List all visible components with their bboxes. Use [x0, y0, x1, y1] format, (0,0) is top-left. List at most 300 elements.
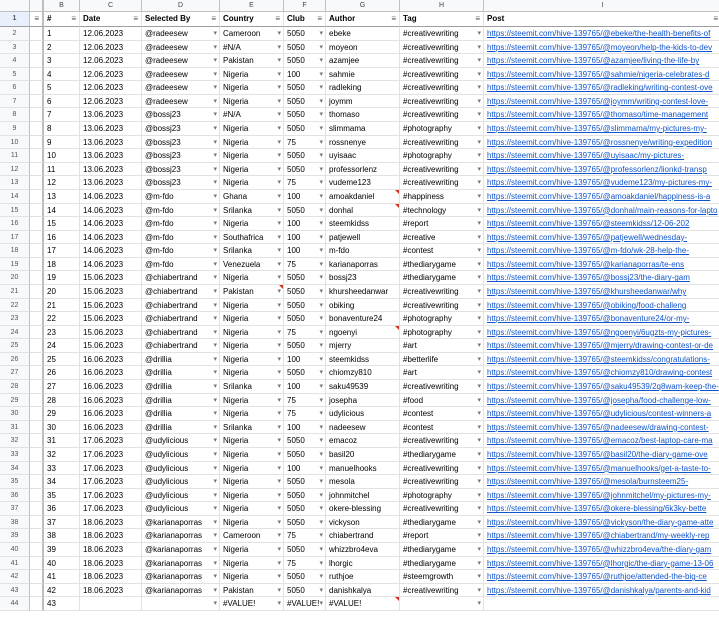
dropdown-arrow-icon[interactable]: ▾ [277, 355, 281, 363]
row-number[interactable] [0, 312, 30, 326]
cell-date[interactable] [80, 95, 142, 109]
row-number[interactable] [0, 68, 30, 82]
cell-date[interactable] [80, 299, 142, 313]
cell-country[interactable] [220, 68, 284, 82]
cell-tag[interactable] [400, 271, 484, 285]
cell-post[interactable] [484, 204, 719, 218]
dropdown-arrow-icon[interactable]: ▾ [319, 505, 323, 513]
cell-club[interactable] [284, 516, 326, 530]
cell-date[interactable] [80, 108, 142, 122]
cell-a[interactable] [30, 462, 44, 476]
cell-selected-by[interactable] [142, 353, 220, 367]
dropdown-arrow-icon[interactable]: ▾ [319, 138, 323, 146]
cell-author[interactable] [326, 204, 400, 218]
cell-selected-by[interactable] [142, 27, 220, 41]
dropdown-arrow-icon[interactable]: ▾ [477, 70, 481, 78]
cell-num[interactable] [44, 68, 80, 82]
dropdown-arrow-icon[interactable]: ▾ [319, 179, 323, 187]
dropdown-arrow-icon[interactable]: ▾ [477, 532, 481, 540]
cell-author[interactable] [326, 326, 400, 340]
cell-a[interactable] [30, 434, 44, 448]
dropdown-arrow-icon[interactable]: ▾ [319, 450, 323, 458]
cell-a[interactable] [30, 326, 44, 340]
dropdown-arrow-icon[interactable]: ▾ [477, 233, 481, 241]
dropdown-arrow-icon[interactable]: ▾ [477, 84, 481, 92]
cell-author[interactable] [326, 502, 400, 516]
dropdown-arrow-icon[interactable]: ▾ [477, 220, 481, 228]
dropdown-arrow-icon[interactable]: ▾ [213, 410, 217, 418]
dropdown-arrow-icon[interactable]: ▾ [213, 383, 217, 391]
dropdown-arrow-icon[interactable]: ▾ [319, 97, 323, 105]
cell-a[interactable] [30, 204, 44, 218]
dropdown-arrow-icon[interactable]: ▾ [277, 247, 281, 255]
dropdown-arrow-icon[interactable]: ▾ [277, 600, 281, 608]
dropdown-arrow-icon[interactable]: ▾ [213, 301, 217, 309]
cell-date[interactable] [80, 217, 142, 231]
cell-club[interactable] [284, 95, 326, 109]
row-number[interactable] [0, 163, 30, 177]
cell-author[interactable] [326, 285, 400, 299]
cell-num[interactable] [44, 149, 80, 163]
cell-post[interactable] [484, 68, 719, 82]
cell-num[interactable] [44, 122, 80, 136]
cell-num[interactable] [44, 394, 80, 408]
cell-post[interactable] [484, 244, 719, 258]
cell-selected-by[interactable] [142, 204, 220, 218]
dropdown-arrow-icon[interactable]: ▾ [277, 532, 281, 540]
filter-icon[interactable]: ≡ [211, 14, 216, 23]
cell-club[interactable] [284, 258, 326, 272]
cell-num[interactable] [44, 204, 80, 218]
cell-tag[interactable] [400, 489, 484, 503]
cell-post[interactable] [484, 339, 719, 353]
cell-date[interactable] [80, 54, 142, 68]
cell-post[interactable] [484, 407, 719, 421]
cell-a[interactable] [30, 95, 44, 109]
row-number[interactable] [0, 489, 30, 503]
cell-author[interactable] [326, 462, 400, 476]
cell-selected-by[interactable] [142, 163, 220, 177]
cell-club[interactable] [284, 529, 326, 543]
row-number[interactable] [0, 326, 30, 340]
dropdown-arrow-icon[interactable]: ▾ [277, 111, 281, 119]
cell-a[interactable] [30, 136, 44, 150]
dropdown-arrow-icon[interactable]: ▾ [319, 355, 323, 363]
header-country[interactable]: Country ≡ [220, 12, 284, 27]
header-post[interactable]: Post ≡ [484, 12, 719, 27]
cell-post[interactable] [484, 108, 719, 122]
cell-club[interactable] [284, 434, 326, 448]
cell-club[interactable] [284, 421, 326, 435]
cell-country[interactable] [220, 81, 284, 95]
dropdown-arrow-icon[interactable]: ▾ [477, 437, 481, 445]
cell-a[interactable] [30, 231, 44, 245]
cell-club[interactable] [284, 163, 326, 177]
cell-num[interactable] [44, 136, 80, 150]
cell-country[interactable] [220, 136, 284, 150]
cell-author[interactable] [326, 54, 400, 68]
dropdown-arrow-icon[interactable]: ▾ [319, 410, 323, 418]
cell-selected-by[interactable] [142, 299, 220, 313]
dropdown-arrow-icon[interactable]: ▾ [319, 206, 323, 214]
cell-num[interactable] [44, 462, 80, 476]
dropdown-arrow-icon[interactable]: ▾ [213, 111, 217, 119]
header-num[interactable]: # ≡ [44, 12, 80, 27]
cell-tag[interactable] [400, 204, 484, 218]
dropdown-arrow-icon[interactable]: ▾ [277, 450, 281, 458]
cell-post[interactable] [484, 448, 719, 462]
cell-date[interactable] [80, 176, 142, 190]
cell-a[interactable] [30, 27, 44, 41]
dropdown-arrow-icon[interactable]: ▾ [319, 342, 323, 350]
row-number[interactable] [0, 597, 30, 611]
cell-a[interactable] [30, 299, 44, 313]
cell-tag[interactable] [400, 407, 484, 421]
cell-tag[interactable] [400, 462, 484, 476]
row-number[interactable] [0, 81, 30, 95]
dropdown-arrow-icon[interactable]: ▾ [477, 274, 481, 282]
cell-selected-by[interactable] [142, 366, 220, 380]
cell-tag[interactable] [400, 54, 484, 68]
cell-selected-by[interactable] [142, 434, 220, 448]
cell-a[interactable] [30, 516, 44, 530]
dropdown-arrow-icon[interactable]: ▾ [277, 152, 281, 160]
dropdown-arrow-icon[interactable]: ▾ [213, 478, 217, 486]
cell-author[interactable] [326, 108, 400, 122]
dropdown-arrow-icon[interactable]: ▾ [213, 586, 217, 594]
cell-date[interactable] [80, 448, 142, 462]
cell-country[interactable] [220, 54, 284, 68]
row-number[interactable] [0, 136, 30, 150]
cell-country[interactable] [220, 584, 284, 598]
cell-country[interactable] [220, 95, 284, 109]
cell-country[interactable] [220, 421, 284, 435]
cell-date[interactable] [80, 312, 142, 326]
cell-country[interactable] [220, 394, 284, 408]
dropdown-arrow-icon[interactable]: ▾ [477, 57, 481, 65]
cell-club[interactable] [284, 108, 326, 122]
cell-a[interactable] [30, 570, 44, 584]
cell-num[interactable] [44, 448, 80, 462]
cell-author[interactable] [326, 448, 400, 462]
cell-tag[interactable] [400, 543, 484, 557]
cell-author[interactable] [326, 122, 400, 136]
column-letter[interactable]: E [220, 0, 284, 12]
cell-a[interactable] [30, 122, 44, 136]
cell-post[interactable] [484, 285, 719, 299]
filter-icon[interactable]: ≡ [475, 14, 480, 23]
filter-icon[interactable]: ≡ [133, 14, 138, 23]
cell-author[interactable] [326, 421, 400, 435]
cell-post[interactable] [484, 366, 719, 380]
cell-date[interactable] [80, 81, 142, 95]
row-number[interactable] [0, 570, 30, 584]
dropdown-arrow-icon[interactable]: ▾ [213, 559, 217, 567]
dropdown-arrow-icon[interactable]: ▾ [319, 247, 323, 255]
cell-country[interactable] [220, 176, 284, 190]
dropdown-arrow-icon[interactable]: ▾ [213, 342, 217, 350]
cell-a[interactable] [30, 489, 44, 503]
cell-selected-by[interactable] [142, 475, 220, 489]
cell-country[interactable] [220, 312, 284, 326]
dropdown-arrow-icon[interactable]: ▾ [477, 179, 481, 187]
cell-num[interactable] [44, 570, 80, 584]
cell-num[interactable] [44, 543, 80, 557]
cell-country[interactable] [220, 27, 284, 41]
cell-club[interactable] [284, 41, 326, 55]
cell-post[interactable] [484, 326, 719, 340]
dropdown-arrow-icon[interactable]: ▾ [213, 30, 217, 37]
dropdown-arrow-icon[interactable]: ▾ [477, 165, 481, 173]
cell-country[interactable] [220, 597, 284, 611]
cell-club[interactable] [284, 543, 326, 557]
filter-icon[interactable]: ≡ [34, 14, 39, 23]
cell-date[interactable] [80, 258, 142, 272]
dropdown-arrow-icon[interactable]: ▾ [319, 301, 323, 309]
column-letter[interactable]: H [400, 0, 484, 12]
dropdown-arrow-icon[interactable]: ▾ [213, 573, 217, 581]
dropdown-arrow-icon[interactable]: ▾ [319, 573, 323, 581]
cell-date[interactable] [80, 326, 142, 340]
cell-club[interactable] [284, 149, 326, 163]
dropdown-arrow-icon[interactable]: ▾ [319, 328, 323, 336]
cell-date[interactable] [80, 244, 142, 258]
row-number[interactable] [0, 258, 30, 272]
cell-tag[interactable] [400, 136, 484, 150]
cell-country[interactable] [220, 41, 284, 55]
dropdown-arrow-icon[interactable]: ▾ [277, 396, 281, 404]
dropdown-arrow-icon[interactable]: ▾ [319, 287, 323, 295]
cell-club[interactable] [284, 27, 326, 41]
dropdown-arrow-icon[interactable]: ▾ [319, 423, 323, 431]
cell-club[interactable] [284, 394, 326, 408]
cell-author[interactable] [326, 475, 400, 489]
cell-post[interactable] [484, 299, 719, 313]
cell-num[interactable] [44, 475, 80, 489]
cell-country[interactable] [220, 529, 284, 543]
cell-club[interactable] [284, 285, 326, 299]
cell-tag[interactable] [400, 95, 484, 109]
dropdown-arrow-icon[interactable]: ▾ [213, 70, 217, 78]
cell-selected-by[interactable] [142, 231, 220, 245]
cell-selected-by[interactable] [142, 258, 220, 272]
dropdown-arrow-icon[interactable]: ▾ [319, 315, 323, 323]
cell-club[interactable] [284, 244, 326, 258]
cell-author[interactable] [326, 489, 400, 503]
cell-date[interactable] [80, 204, 142, 218]
cell-selected-by[interactable] [142, 217, 220, 231]
column-letter[interactable]: I [484, 0, 719, 12]
cell-selected-by[interactable] [142, 407, 220, 421]
row-number[interactable] [0, 434, 30, 448]
dropdown-arrow-icon[interactable]: ▾ [213, 532, 217, 540]
cell-date[interactable] [80, 597, 142, 611]
cell-post[interactable] [484, 353, 719, 367]
cell-post[interactable] [484, 258, 719, 272]
cell-club[interactable] [284, 448, 326, 462]
cell-author[interactable] [326, 231, 400, 245]
cell-a[interactable] [30, 339, 44, 353]
cell-date[interactable] [80, 543, 142, 557]
header-club[interactable]: Club ≡ [284, 12, 326, 27]
cell-date[interactable] [80, 434, 142, 448]
dropdown-arrow-icon[interactable]: ▾ [319, 586, 323, 594]
cell-a[interactable] [30, 163, 44, 177]
cell-a[interactable] [30, 353, 44, 367]
cell-date[interactable] [80, 136, 142, 150]
cell-country[interactable] [220, 366, 284, 380]
cell-num[interactable] [44, 312, 80, 326]
cell-author[interactable] [326, 394, 400, 408]
cell-author[interactable] [326, 597, 400, 611]
cell-author[interactable] [326, 366, 400, 380]
cell-author[interactable] [326, 353, 400, 367]
dropdown-arrow-icon[interactable]: ▾ [277, 464, 281, 472]
row-number[interactable] [0, 366, 30, 380]
dropdown-arrow-icon[interactable]: ▾ [277, 301, 281, 309]
row-number[interactable] [0, 244, 30, 258]
row-number[interactable] [0, 339, 30, 353]
cell-a[interactable] [30, 597, 44, 611]
dropdown-arrow-icon[interactable]: ▾ [477, 369, 481, 377]
cell-tag[interactable] [400, 557, 484, 571]
dropdown-arrow-icon[interactable]: ▾ [277, 165, 281, 173]
cell-post[interactable] [484, 394, 719, 408]
row-number[interactable] [0, 176, 30, 190]
cell-date[interactable] [80, 366, 142, 380]
cell-a[interactable] [30, 68, 44, 82]
cell-post[interactable] [484, 502, 719, 516]
row-number[interactable] [0, 231, 30, 245]
dropdown-arrow-icon[interactable]: ▾ [277, 220, 281, 228]
cell-tag[interactable] [400, 108, 484, 122]
cell-num[interactable] [44, 95, 80, 109]
dropdown-arrow-icon[interactable]: ▾ [277, 491, 281, 499]
cell-club[interactable] [284, 204, 326, 218]
cell-date[interactable] [80, 41, 142, 55]
cell-num[interactable] [44, 41, 80, 55]
cell-author[interactable] [326, 312, 400, 326]
dropdown-arrow-icon[interactable]: ▾ [477, 97, 481, 105]
dropdown-arrow-icon[interactable]: ▾ [477, 30, 481, 37]
dropdown-arrow-icon[interactable]: ▾ [277, 138, 281, 146]
header-selected-by[interactable]: Selected By ≡ [142, 12, 220, 27]
dropdown-arrow-icon[interactable]: ▾ [319, 43, 323, 51]
cell-author[interactable] [326, 217, 400, 231]
cell-club[interactable] [284, 136, 326, 150]
cell-num[interactable] [44, 258, 80, 272]
cell-date[interactable] [80, 27, 142, 41]
dropdown-arrow-icon[interactable]: ▾ [477, 491, 481, 499]
cell-tag[interactable] [400, 190, 484, 204]
row-number[interactable] [0, 204, 30, 218]
cell-tag[interactable] [400, 163, 484, 177]
dropdown-arrow-icon[interactable]: ▾ [213, 97, 217, 105]
cell-club[interactable] [284, 326, 326, 340]
row-number[interactable] [0, 475, 30, 489]
cell-tag[interactable] [400, 176, 484, 190]
cell-country[interactable] [220, 557, 284, 571]
cell-post[interactable] [484, 122, 719, 136]
dropdown-arrow-icon[interactable]: ▾ [277, 84, 281, 92]
dropdown-arrow-icon[interactable]: ▾ [477, 464, 481, 472]
cell-post[interactable] [484, 557, 719, 571]
cell-club[interactable] [284, 557, 326, 571]
row-number[interactable] [0, 122, 30, 136]
cell-a[interactable] [30, 448, 44, 462]
cell-selected-by[interactable] [142, 41, 220, 55]
row-number[interactable] [0, 54, 30, 68]
cell-country[interactable] [220, 462, 284, 476]
comment-marker-icon[interactable] [395, 597, 399, 601]
cell-num[interactable] [44, 529, 80, 543]
cell-date[interactable] [80, 421, 142, 435]
dropdown-arrow-icon[interactable]: ▾ [477, 111, 481, 119]
dropdown-arrow-icon[interactable]: ▾ [277, 274, 281, 282]
cell-num[interactable] [44, 353, 80, 367]
cell-selected-by[interactable] [142, 543, 220, 557]
cell-post[interactable] [484, 475, 719, 489]
cell-num[interactable] [44, 163, 80, 177]
cell-num[interactable] [44, 597, 80, 611]
dropdown-arrow-icon[interactable]: ▾ [319, 260, 323, 268]
dropdown-arrow-icon[interactable]: ▾ [319, 518, 323, 526]
dropdown-arrow-icon[interactable]: ▾ [477, 192, 481, 200]
cell-country[interactable] [220, 502, 284, 516]
cell-author[interactable] [326, 529, 400, 543]
cell-country[interactable] [220, 516, 284, 530]
cell-author[interactable] [326, 190, 400, 204]
cell-selected-by[interactable] [142, 448, 220, 462]
cell-selected-by[interactable] [142, 176, 220, 190]
cell-country[interactable] [220, 217, 284, 231]
dropdown-arrow-icon[interactable]: ▾ [477, 586, 481, 594]
dropdown-arrow-icon[interactable]: ▾ [319, 600, 323, 608]
dropdown-arrow-icon[interactable]: ▾ [213, 165, 217, 173]
dropdown-arrow-icon[interactable]: ▾ [277, 287, 281, 295]
cell-post[interactable] [484, 41, 719, 55]
header-date[interactable]: Date ≡ [80, 12, 142, 27]
cell-author[interactable] [326, 68, 400, 82]
row-number[interactable] [0, 394, 30, 408]
dropdown-arrow-icon[interactable]: ▾ [277, 43, 281, 51]
cell-country[interactable] [220, 299, 284, 313]
dropdown-arrow-icon[interactable]: ▾ [477, 206, 481, 214]
cell-selected-by[interactable] [142, 326, 220, 340]
row-number[interactable] [0, 353, 30, 367]
cell-post[interactable] [484, 489, 719, 503]
dropdown-arrow-icon[interactable]: ▾ [477, 573, 481, 581]
cell-a[interactable] [30, 394, 44, 408]
cell-author[interactable] [326, 584, 400, 598]
dropdown-arrow-icon[interactable]: ▾ [213, 600, 217, 608]
dropdown-arrow-icon[interactable]: ▾ [319, 478, 323, 486]
cell-selected-by[interactable] [142, 244, 220, 258]
comment-marker-icon[interactable] [395, 204, 399, 208]
dropdown-arrow-icon[interactable]: ▾ [213, 518, 217, 526]
dropdown-arrow-icon[interactable]: ▾ [477, 545, 481, 553]
column-letter[interactable]: B [44, 0, 80, 12]
column-letter[interactable] [0, 0, 30, 12]
cell-tag[interactable] [400, 41, 484, 55]
cell-author[interactable] [326, 434, 400, 448]
cell-post[interactable] [484, 584, 719, 598]
dropdown-arrow-icon[interactable]: ▾ [319, 464, 323, 472]
dropdown-arrow-icon[interactable]: ▾ [213, 274, 217, 282]
cell-author[interactable] [326, 258, 400, 272]
cell-tag[interactable] [400, 231, 484, 245]
row-number[interactable] [0, 407, 30, 421]
